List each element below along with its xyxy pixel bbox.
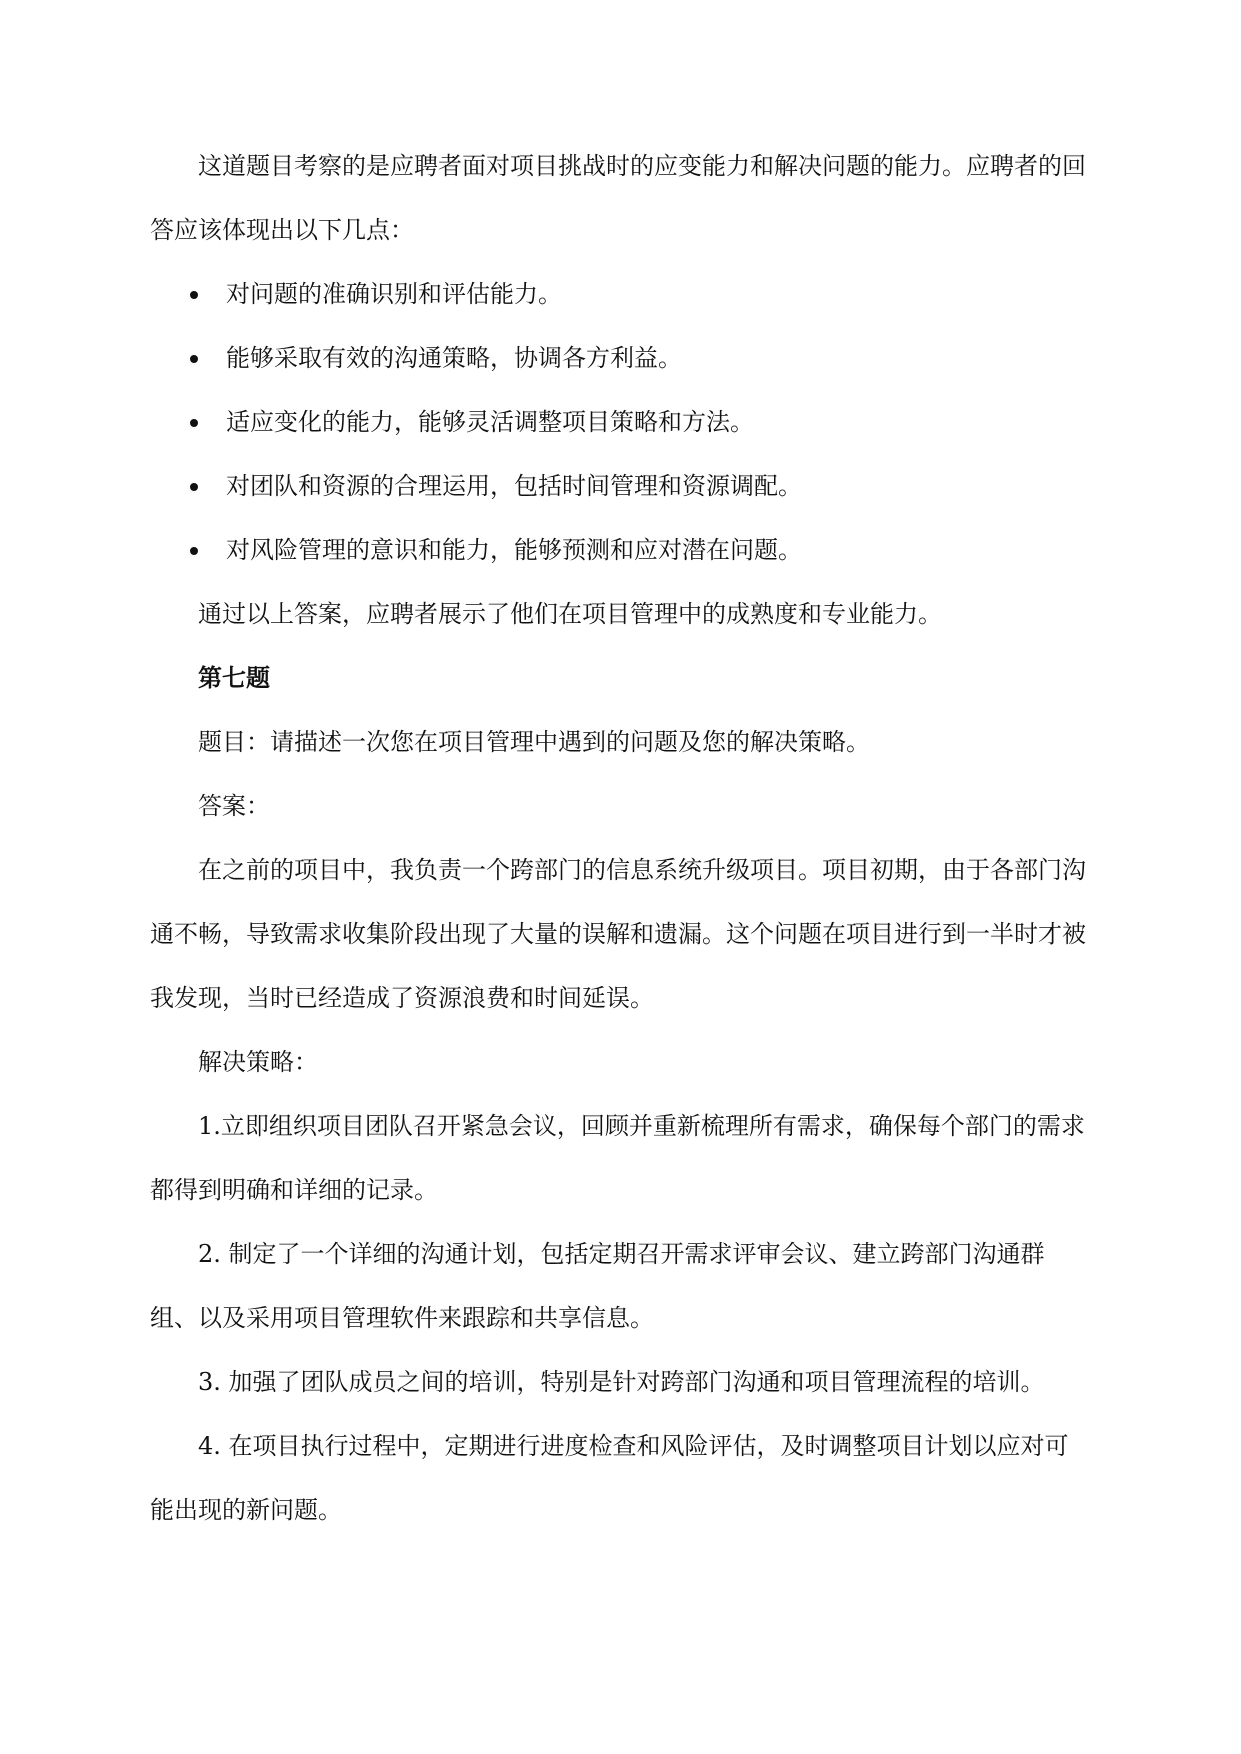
list-item bbox=[150, 326, 1090, 390]
list-item bbox=[150, 262, 1090, 326]
intro-paragraph: 这道题目考察的是应聘者面对项目挑战时的应变能力和解决问题的能力。应聘者的回答应该体现出以下几点： bbox=[150, 152, 1086, 244]
document-body bbox=[150, 134, 1090, 1542]
list-item-text: 对风险管理的意识和能力，能够预测和应对潜在问题。 bbox=[226, 536, 802, 564]
bullet-icon bbox=[190, 291, 198, 299]
bullet-icon bbox=[190, 419, 198, 427]
strategy-step-3: 3. 加强了团队成员之间的培训，特别是针对跨部门沟通和项目管理流程的培训。 bbox=[198, 1368, 1045, 1396]
bullet-icon bbox=[190, 483, 198, 491]
strategy-step-1: 1.立即组织项目团队召开紧急会议，回顾并重新梳理所有需求，确保每个部门的需求都得到明确和详细的记录。 bbox=[150, 1112, 1085, 1204]
list-item-text: 对问题的准确识别和评估能力。 bbox=[226, 280, 562, 308]
list-item-text: 对团队和资源的合理运用，包括时间管理和资源调配。 bbox=[226, 472, 802, 500]
list-item-text: 适应变化的能力，能够灵活调整项目策略和方法。 bbox=[226, 408, 754, 436]
list-item-text: 能够采取有效的沟通策略，协调各方利益。 bbox=[226, 344, 682, 372]
answer-label: 答案： bbox=[198, 792, 270, 820]
list-item bbox=[150, 454, 1090, 518]
summary-paragraph: 通过以上答案，应聘者展示了他们在项目管理中的成熟度和专业能力。 bbox=[198, 600, 942, 628]
answer-paragraph: 在之前的项目中，我负责一个跨部门的信息系统升级项目。项目初期，由于各部门沟通不畅，导致需求收集阶段出现了大量的误解和遗漏。这个问题在项目进行到一半时才被我发现，当时已经造成了资源浪费和时间延误。 bbox=[150, 856, 1086, 1012]
question-text: 题目：请描述一次您在项目管理中遇到的问题及您的解决策略。 bbox=[198, 728, 870, 756]
list-item bbox=[150, 390, 1090, 454]
strategy-step-4: 4. 在项目执行过程中，定期进行进度检查和风险评估，及时调整项目计划以应对可能出现的新问题。 bbox=[150, 1432, 1069, 1524]
bullet-icon bbox=[190, 355, 198, 363]
bullet-icon bbox=[190, 547, 198, 555]
list-item bbox=[150, 518, 1090, 582]
section-heading: 第七题 bbox=[198, 664, 270, 692]
strategy-label: 解决策略： bbox=[198, 1048, 318, 1076]
ability-points-list bbox=[150, 262, 1090, 582]
strategy-step-2: 2. 制定了一个详细的沟通计划，包括定期召开需求评审会议、建立跨部门沟通群组、以及采用项目管理软件来跟踪和共享信息。 bbox=[150, 1240, 1045, 1332]
